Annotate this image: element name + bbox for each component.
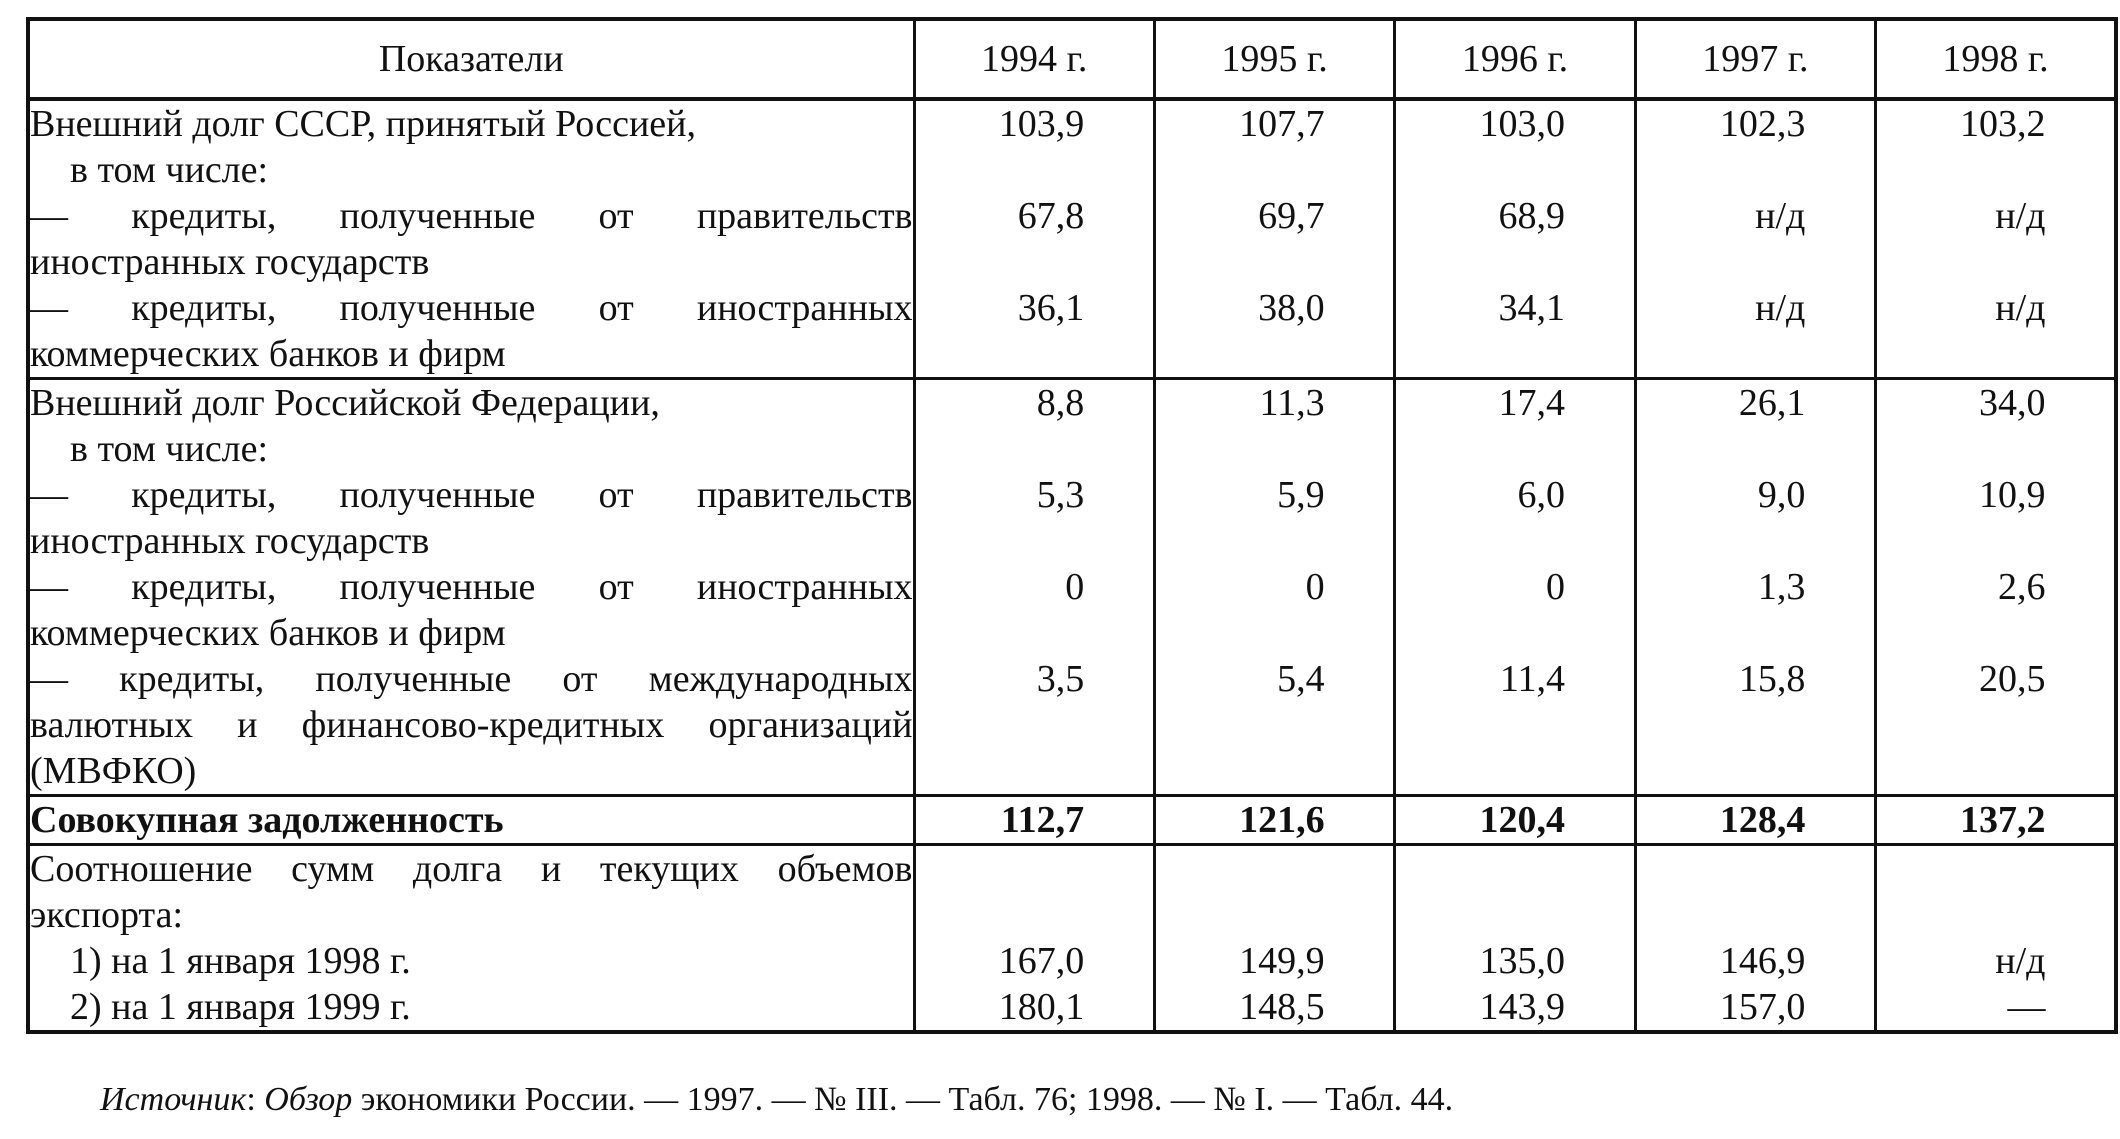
cell: 17,4: [1498, 382, 1565, 424]
cell: 146,9: [1719, 940, 1806, 982]
row-label: — кредиты, полученные от правительств иностранных государств: [30, 195, 913, 283]
cell: 34,1: [1498, 287, 1565, 329]
cell: 9,0: [1757, 474, 1806, 516]
cell: 103,0: [1479, 103, 1565, 145]
header-label: Показатели: [28, 19, 914, 99]
ratio-label: [28, 938, 914, 984]
row-label: — кредиты, полученные от иностранных коммерческих банков и фирм: [28, 285, 914, 379]
rf-title: [28, 379, 914, 473]
cell: 0: [1065, 566, 1085, 608]
cell: 167,0: [998, 940, 1085, 982]
cell: 36,1: [1017, 287, 1085, 329]
table-row: [28, 938, 2116, 984]
cell: 10,9: [1979, 474, 2046, 516]
cell: 8,8: [1036, 382, 1085, 424]
cell: 103,2: [1960, 103, 2046, 145]
cell: 121,6: [1239, 799, 1325, 841]
row-label: Совокупная задолженность: [28, 796, 914, 845]
cell: 11,3: [1259, 382, 1325, 424]
table-row: [28, 564, 2116, 656]
cell: 2,6: [1998, 566, 2046, 608]
cell: 103,9: [998, 103, 1085, 145]
table-row: [28, 99, 2116, 193]
row-label: 2) на 1 января 1999 г.: [70, 986, 411, 1028]
rf-title-line: Внешний долг Российской Федерации,: [30, 382, 660, 424]
debt-table: [26, 17, 2118, 1034]
total-row: [28, 796, 2116, 845]
cell: н/д: [1995, 195, 2046, 237]
cell: 34,0: [1979, 382, 2046, 424]
header-year: 1998 г.: [1876, 19, 2116, 99]
cell: 112,7: [1000, 799, 1085, 841]
cell: —: [2007, 986, 2046, 1028]
cell: 69,7: [1258, 195, 1325, 237]
table-row: [28, 193, 2116, 285]
table-row: [28, 472, 2116, 564]
source-label: Источник: [100, 1081, 247, 1118]
ratio-label: [28, 984, 914, 1032]
header-year: 1996 г.: [1395, 19, 1635, 99]
table-row: [28, 984, 2116, 1032]
cell: 102,3: [1719, 103, 1806, 145]
cell: 0: [1545, 566, 1565, 608]
cell: н/д: [1755, 195, 1806, 237]
cell: 15,8: [1738, 658, 1806, 700]
cell: 128,4: [1719, 799, 1806, 841]
cell: 6,0: [1517, 474, 1565, 516]
ussr-title: [28, 99, 914, 193]
cell: 135,0: [1479, 940, 1565, 982]
cell: н/д: [1995, 287, 2046, 329]
cell: 67,8: [1017, 195, 1085, 237]
cell: 107,7: [1239, 103, 1325, 145]
cell: н/д: [1995, 940, 2046, 982]
ussr-title-line: Внешний долг СССР, принятый Россией,: [30, 103, 696, 145]
source-sep: :: [246, 1081, 265, 1118]
cell: 143,9: [1479, 986, 1565, 1028]
cell: 180,1: [998, 986, 1085, 1028]
cell: 11,4: [1499, 658, 1565, 700]
cell: 68,9: [1498, 195, 1565, 237]
cell: 5,9: [1277, 474, 1325, 516]
header-year: 1994 г.: [914, 19, 1154, 99]
cell: 3,5: [1036, 658, 1085, 700]
cell: 38,0: [1258, 287, 1325, 329]
cell: 120,4: [1479, 799, 1565, 841]
cell: 5,3: [1036, 474, 1085, 516]
cell: 26,1: [1738, 382, 1806, 424]
cell: 5,4: [1277, 658, 1325, 700]
source-work: Обзор: [264, 1081, 353, 1118]
source-text: экономики России. — 1997. — № III. — Табл. 76; 1998. — № I. — Табл. 44.: [352, 1081, 1454, 1118]
header-year: 1997 г.: [1635, 19, 1875, 99]
cell: 148,5: [1239, 986, 1325, 1028]
source-note: [100, 1080, 1453, 1120]
cell: н/д: [1755, 287, 1806, 329]
ussr-subtitle: в том числе:: [70, 149, 269, 191]
header-row: [28, 19, 2116, 99]
table-row: [28, 845, 2116, 939]
rf-subtitle: в том числе:: [70, 428, 269, 470]
cell: 0: [1305, 566, 1325, 608]
table-row: [28, 285, 2116, 379]
cell: 149,9: [1239, 940, 1325, 982]
row-label: — кредиты, полученные от международных валютных и финансово-кредитных организаций (МВФКО): [28, 656, 914, 796]
row-label: 1) на 1 января 1998 г.: [70, 940, 411, 982]
row-label: — кредиты, полученные от правительств иностранных государств: [30, 474, 913, 562]
table-row: [28, 656, 2116, 796]
row-label: Соотношение сумм долга и текущих объемов экспорта:: [28, 845, 914, 939]
row-label: — кредиты, полученные от иностранных коммерческих банков и фирм: [30, 566, 913, 654]
cell: 157,0: [1719, 986, 1806, 1028]
cell: 137,2: [1960, 799, 2046, 841]
cell: 1,3: [1757, 566, 1806, 608]
table-row: [28, 379, 2116, 473]
header-year: 1995 г.: [1154, 19, 1394, 99]
cell: 20,5: [1979, 658, 2046, 700]
